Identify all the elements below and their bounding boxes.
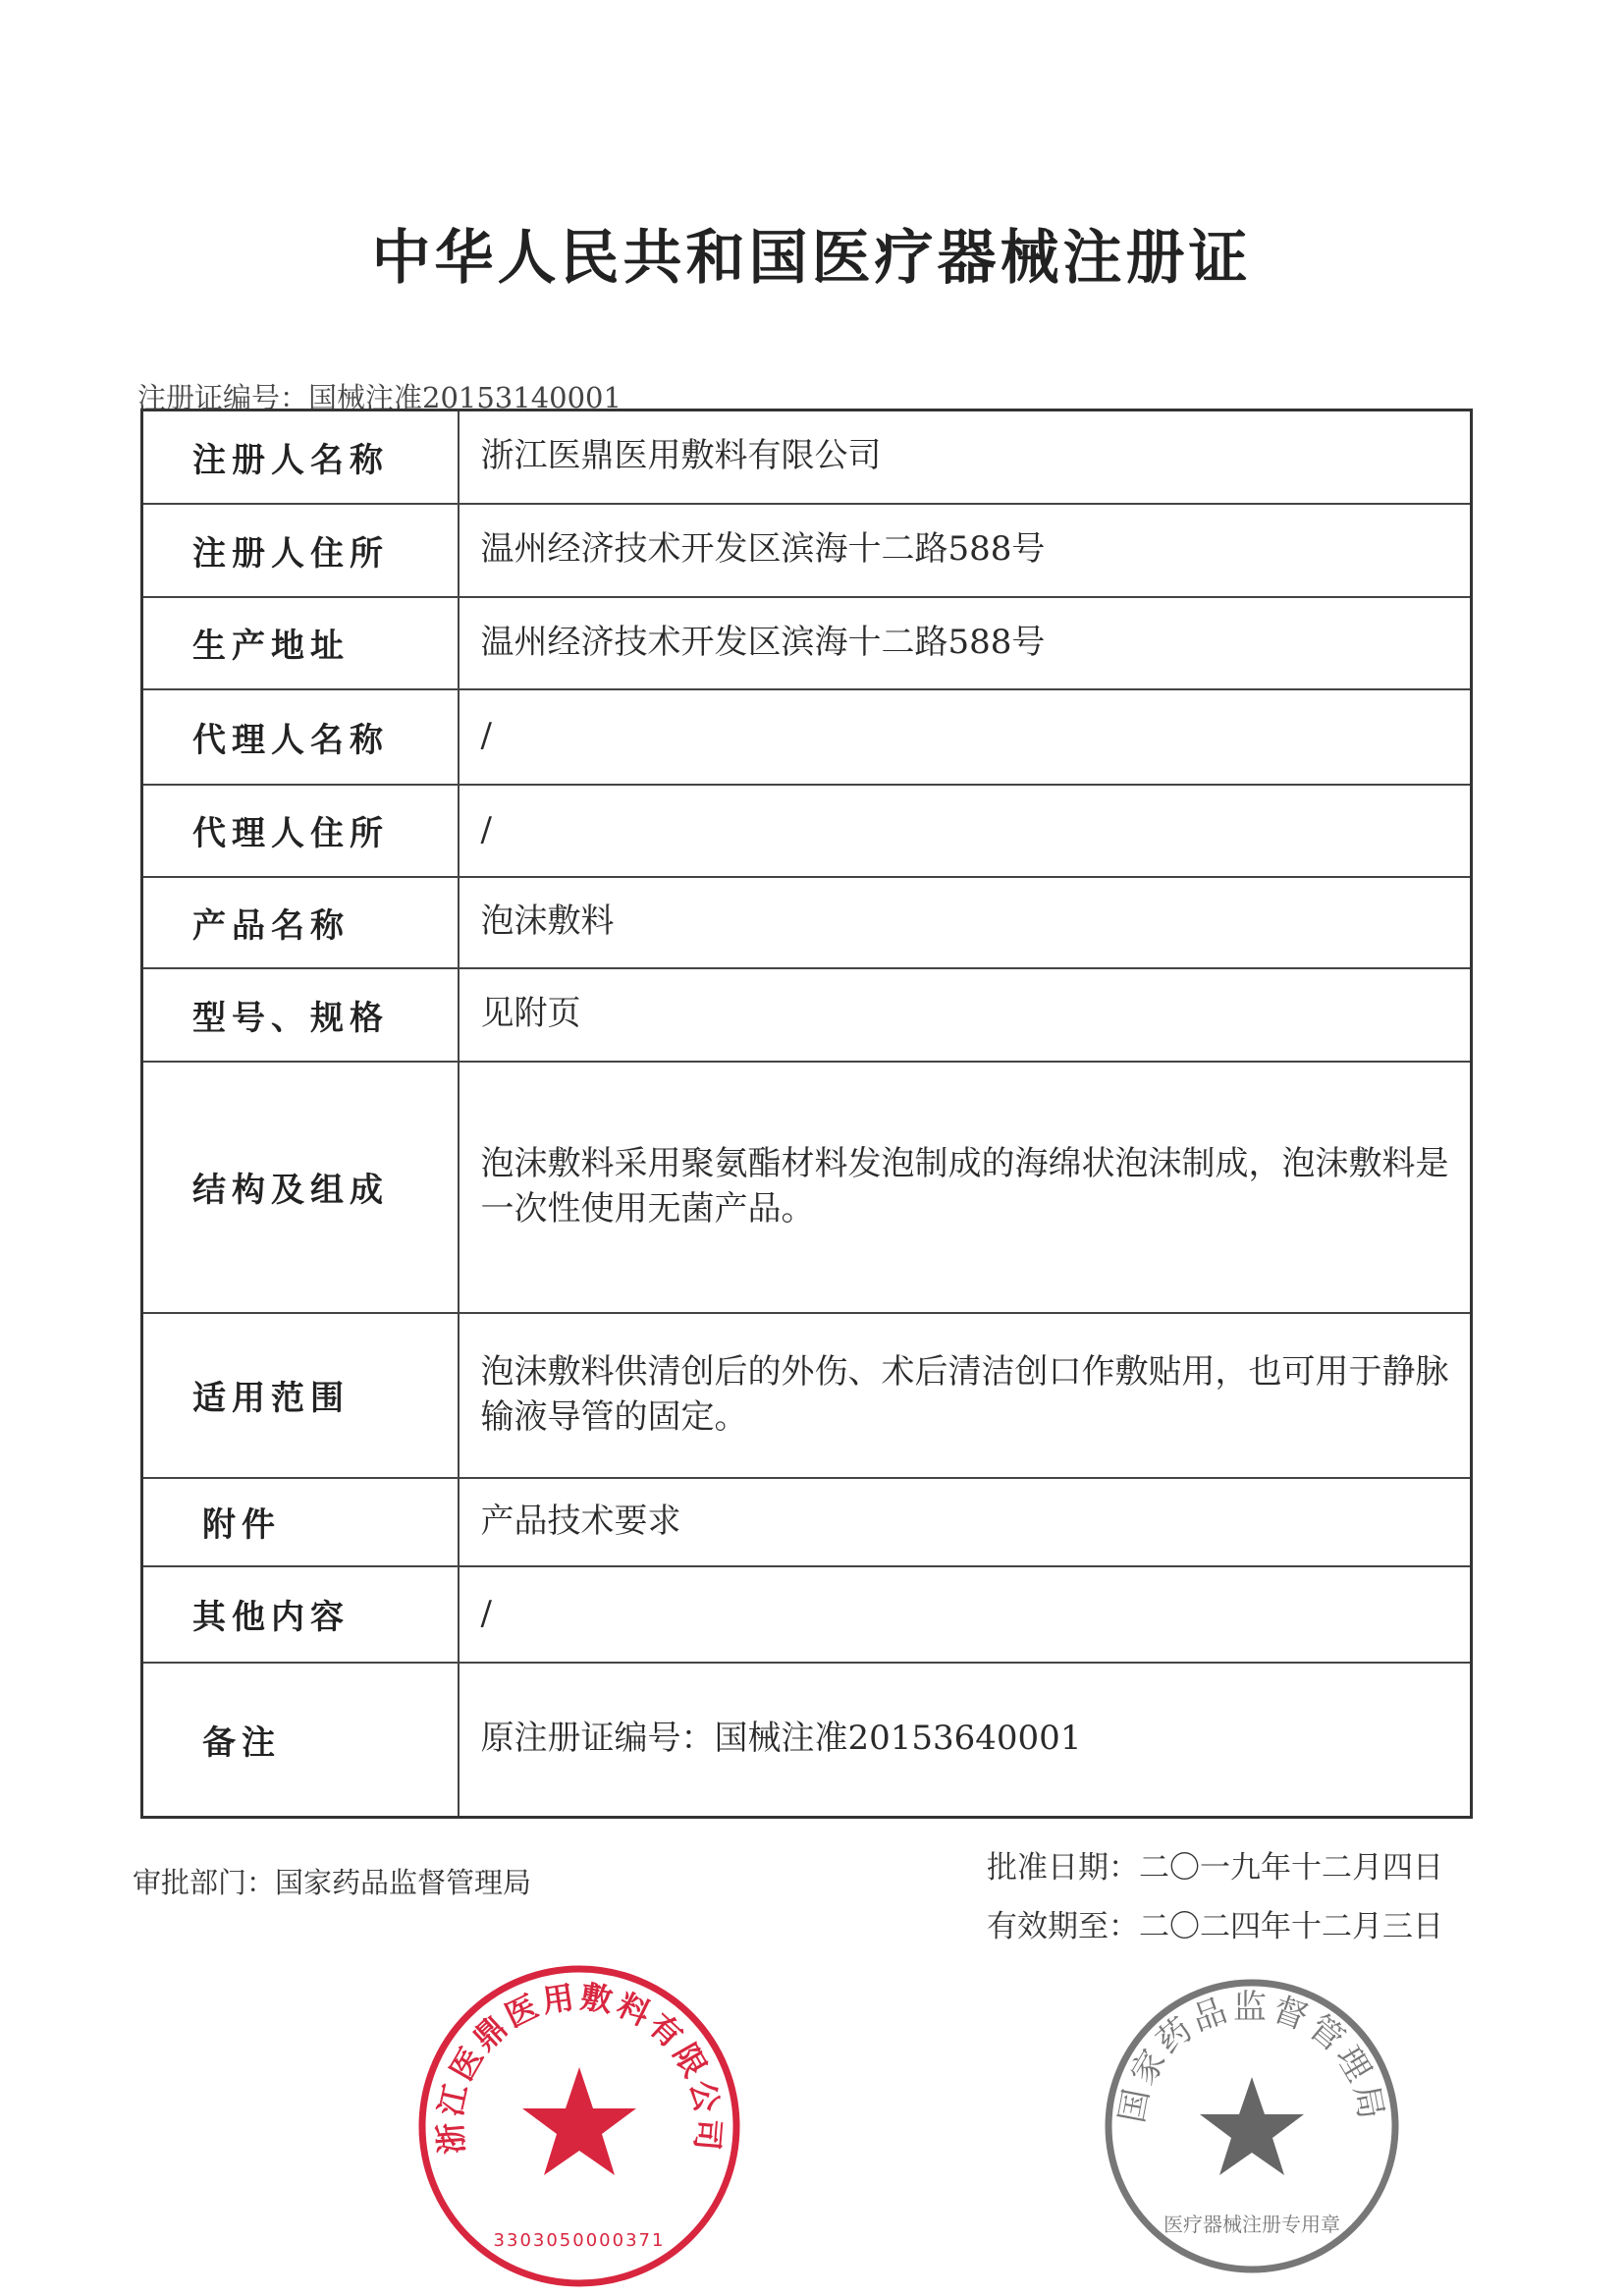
row-label: 型号、规格 xyxy=(142,968,459,1062)
row-value: 泡沫敷料供清创后的外伤、术后清洁创口作敷贴用，也可用于静脉输液导管的固定。 xyxy=(459,1313,1472,1478)
company-seal-name: 浙江医鼎医用敷料有限公司 xyxy=(431,1977,728,2157)
row-value: 温州经济技术开发区滨海十二路588号 xyxy=(459,504,1472,597)
row-label: 其他内容 xyxy=(142,1566,459,1663)
row-value: 浙江医鼎医用敷料有限公司 xyxy=(459,410,1472,504)
table-row xyxy=(142,1663,1472,1818)
row-label: 结构及组成 xyxy=(142,1062,459,1313)
row-value: / xyxy=(459,785,1472,877)
star-icon xyxy=(1200,2077,1304,2175)
row-value: 温州经济技术开发区滨海十二路588号 xyxy=(459,597,1472,689)
star-icon xyxy=(522,2067,636,2175)
table-row xyxy=(142,877,1472,968)
row-value: 泡沫敷料采用聚氨酯材料发泡制成的海绵状泡沫制成，泡沫敷料是一次性使用无菌产品。 xyxy=(459,1062,1472,1313)
table-row xyxy=(142,689,1472,785)
row-value: 原注册证编号：国械注准20153640001 xyxy=(459,1663,1472,1818)
table-row xyxy=(142,410,1472,504)
agency-seal xyxy=(1100,1974,1404,2278)
row-value: 见附页 xyxy=(459,968,1472,1062)
approval-date: 批准日期：二〇一九年十二月四日 xyxy=(987,1850,1443,1886)
certificate-table xyxy=(140,409,1473,1819)
row-label: 注册人住所 xyxy=(142,504,459,597)
registration-number: 注册证编号：国械注准20153140001 xyxy=(137,381,622,414)
row-label: 代理人住所 xyxy=(142,785,459,877)
row-label: 注册人名称 xyxy=(142,410,459,504)
row-label: 附件 xyxy=(142,1478,459,1566)
approval-department: 审批部门：国家药品监督管理局 xyxy=(133,1866,532,1899)
table-row xyxy=(142,968,1472,1062)
table-row xyxy=(142,1313,1472,1478)
row-label: 适用范围 xyxy=(142,1313,459,1478)
row-label: 备注 xyxy=(142,1663,459,1818)
agency-seal-sub: 医疗器械注册专用章 xyxy=(1163,2213,1340,2236)
row-label: 代理人名称 xyxy=(142,689,459,785)
table-row xyxy=(142,1566,1472,1663)
company-seal xyxy=(412,1959,746,2293)
table-row xyxy=(142,597,1472,689)
row-value: 泡沫敷料 xyxy=(459,877,1472,968)
page-title: 中华人民共和国医疗器械注册证 xyxy=(371,224,1252,293)
row-value: / xyxy=(459,689,1472,785)
row-value: 产品技术要求 xyxy=(459,1478,1472,1566)
row-label: 产品名称 xyxy=(142,877,459,968)
valid-until: 有效期至：二〇二四年十二月三日 xyxy=(987,1909,1443,1944)
row-label: 生产地址 xyxy=(142,597,459,689)
table-row xyxy=(142,504,1472,597)
table-row xyxy=(142,785,1472,877)
table-row xyxy=(142,1478,1472,1566)
table-row xyxy=(142,1062,1472,1313)
company-seal-code: 3303050000371 xyxy=(493,2230,666,2251)
row-value: / xyxy=(459,1566,1472,1663)
agency-seal-name: 国家药品监督管理局 xyxy=(1111,1988,1392,2126)
